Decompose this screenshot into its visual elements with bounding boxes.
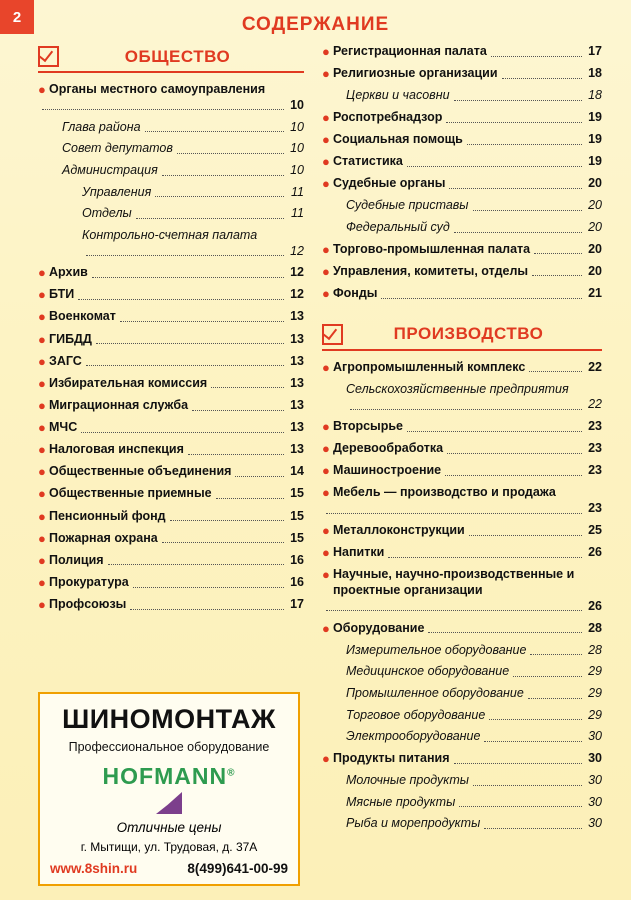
toc-page: 30	[588, 773, 602, 787]
toc-page: 10	[290, 97, 304, 112]
leader-dots	[155, 195, 284, 197]
toc-label: Напитки	[333, 545, 385, 560]
leader-dots	[177, 152, 284, 154]
bullet-icon: ●	[38, 353, 46, 369]
toc-list-society-continued	[322, 44, 602, 302]
toc-page: 16	[290, 574, 304, 589]
bullet-icon: ●	[38, 82, 46, 97]
leader-dots	[459, 805, 582, 807]
toc-entry[interactable]	[38, 354, 304, 370]
toc-entry[interactable]	[38, 376, 304, 392]
toc-label: Торговое оборудование	[346, 707, 486, 722]
leader-dots	[388, 556, 582, 558]
toc-entry[interactable]	[322, 360, 602, 376]
bullet-icon: ●	[322, 418, 330, 434]
leader-dots	[350, 408, 582, 410]
toc-entry[interactable]	[322, 198, 602, 214]
toc-page: 14	[290, 464, 304, 479]
toc-label: Общественные объединения	[49, 464, 232, 479]
bullet-icon: ●	[322, 263, 330, 279]
leader-dots	[473, 784, 582, 786]
toc-label: ГИБДД	[49, 331, 92, 346]
bullet-icon: ●	[322, 66, 330, 82]
ad-brand-logo	[103, 763, 236, 790]
leader-dots	[447, 452, 582, 454]
toc-entry[interactable]	[322, 567, 602, 614]
ad-brand-mark: ®	[227, 767, 236, 779]
toc-entry[interactable]	[38, 575, 304, 591]
toc-label: Торгово-промышленная палата	[333, 241, 531, 256]
ad-contacts	[48, 861, 290, 876]
bullet-icon: ●	[322, 485, 330, 501]
toc-entry[interactable]	[38, 486, 304, 502]
toc-page: 15	[290, 508, 304, 523]
leader-dots	[42, 108, 284, 110]
leader-dots	[449, 187, 582, 189]
toc-list-society	[38, 82, 304, 613]
toc-label: Мясные продукты	[346, 794, 456, 809]
toc-label: Социальная помощь	[333, 132, 463, 146]
toc-page: 13	[290, 331, 304, 346]
bullet-icon: ●	[322, 463, 330, 479]
toc-label: Судебные органы	[333, 176, 446, 191]
toc-page: 15	[290, 530, 304, 545]
leader-dots	[428, 631, 582, 633]
ad-website-link[interactable]: www.8shin.ru	[50, 861, 138, 876]
toc-label: Молочные продукты	[346, 773, 469, 787]
toc-label: Избирательная комиссия	[49, 375, 208, 390]
toc-label: Общественные приемные	[49, 486, 212, 501]
toc-entry[interactable]	[322, 463, 602, 479]
toc-columns	[38, 44, 617, 892]
toc-label: Налоговая инспекция	[49, 442, 184, 457]
toc-entry[interactable]	[38, 332, 304, 348]
bullet-icon: ●	[38, 464, 46, 480]
toc-page: 28	[588, 620, 602, 635]
bullet-icon: ●	[322, 285, 330, 301]
bullet-icon: ●	[38, 574, 46, 590]
toc-entry[interactable]	[38, 287, 304, 303]
leader-dots	[532, 274, 582, 276]
toc-label: Управления, комитеты, отделы	[333, 263, 529, 278]
leader-dots	[120, 320, 284, 322]
toc-page: 19	[588, 132, 602, 146]
toc-page: 29	[588, 664, 602, 679]
toc-label: Администрация	[62, 163, 158, 177]
leader-dots	[534, 252, 582, 254]
bullet-icon: ●	[322, 441, 330, 456]
leader-dots	[86, 254, 284, 256]
toc-page: 21	[588, 285, 602, 300]
toc-entry[interactable]	[322, 751, 602, 767]
toc-page: 13	[290, 375, 304, 390]
toc-label: Военкомат	[49, 309, 116, 324]
toc-entry[interactable]	[322, 621, 602, 637]
leader-dots	[454, 762, 583, 764]
leader-dots	[484, 827, 582, 829]
bullet-icon: ●	[322, 523, 330, 538]
toc-page: 13	[290, 309, 304, 324]
section-title-society: ОБЩЕСТВО	[124, 46, 231, 66]
leader-dots	[484, 740, 582, 742]
toc-entry[interactable]	[322, 154, 602, 170]
toc-entry[interactable]	[38, 509, 304, 525]
leader-dots	[145, 130, 284, 132]
toc-label: Металлоконструкции	[333, 523, 465, 537]
leader-dots	[445, 474, 582, 476]
section-divider	[322, 349, 602, 351]
toc-page: 29	[588, 707, 602, 722]
leader-dots	[467, 143, 582, 145]
toc-label: Религиозные организации	[333, 66, 498, 81]
ad-brand-name: HOFMANN	[102, 763, 228, 789]
toc-label: Управления	[82, 184, 152, 199]
toc-entry[interactable]	[322, 132, 602, 148]
toc-label: Мебель — производство и продажа	[333, 485, 556, 500]
leader-dots	[381, 297, 582, 299]
page-number: 2	[0, 0, 34, 34]
toc-label: Агропромышленный комплекс	[333, 359, 526, 374]
toc-page: 25	[588, 523, 602, 537]
toc-page: 23	[588, 500, 602, 515]
toc-entry[interactable]	[322, 382, 602, 413]
leader-dots	[192, 409, 284, 411]
toc-page: 26	[588, 598, 602, 613]
toc-label: Деревообработка	[333, 441, 444, 455]
toc-page: 23	[588, 463, 602, 478]
bullet-icon: ●	[38, 420, 46, 435]
toc-page: 10	[290, 119, 304, 134]
toc-page: 13	[290, 420, 304, 434]
leader-dots	[407, 165, 582, 167]
toc-label: Миграционная служба	[49, 397, 189, 412]
toc-entry[interactable]	[322, 708, 602, 724]
toc-label: Рыба и морепродукты	[346, 816, 481, 831]
toc-entry[interactable]	[322, 264, 602, 280]
toc-entry[interactable]	[322, 242, 602, 258]
toc-label: Контрольно-счетная палата	[82, 227, 258, 242]
toc-page: 26	[588, 545, 602, 560]
leader-dots	[78, 298, 284, 300]
ad-title: ШИНОМОНТАЖ	[62, 704, 276, 734]
toc-column-right	[322, 44, 602, 892]
leader-dots	[529, 370, 582, 372]
toc-page: 28	[588, 642, 602, 657]
toc-entry[interactable]	[322, 643, 602, 659]
bullet-icon: ●	[322, 44, 330, 59]
toc-page: 15	[290, 486, 304, 501]
toc-label: Церкви и часовни	[346, 88, 450, 103]
leader-dots	[211, 386, 284, 388]
toc-page: 30	[588, 750, 602, 765]
toc-label: Федеральный суд	[346, 220, 450, 234]
toc-label: Полиция	[49, 552, 104, 567]
toc-page: 30	[588, 729, 602, 744]
bullet-icon: ●	[38, 287, 46, 303]
toc-entry[interactable]	[38, 265, 304, 281]
toc-label: Вторсырье	[333, 418, 403, 433]
leader-dots	[162, 541, 284, 543]
ad-subtitle: Профессиональное оборудование	[68, 740, 270, 754]
leader-dots	[530, 653, 582, 655]
toc-entry[interactable]	[38, 309, 304, 325]
toc-page: 29	[588, 686, 602, 700]
section-divider	[38, 71, 304, 73]
toc-label: Пенсионный фонд	[49, 508, 166, 523]
toc-page: 17	[290, 597, 304, 611]
toc-entry[interactable]	[38, 206, 304, 222]
toc-entry[interactable]	[38, 141, 304, 157]
checkbox-checked-icon	[38, 46, 59, 67]
bullet-icon: ●	[38, 486, 46, 502]
section-header-production	[322, 324, 602, 345]
leader-dots	[489, 718, 582, 720]
toc-list-production	[322, 360, 602, 832]
leader-dots	[133, 586, 284, 588]
toc-entry[interactable]	[38, 163, 304, 179]
toc-label: ЗАГС	[49, 353, 82, 368]
bullet-icon: ●	[38, 397, 46, 413]
toc-page: 22	[588, 397, 602, 412]
leader-dots	[491, 55, 582, 57]
toc-label: Статистика	[333, 154, 403, 169]
toc-entry[interactable]	[38, 420, 304, 436]
leader-dots	[513, 675, 582, 677]
toc-page: 11	[291, 206, 304, 221]
toc-label: БТИ	[49, 287, 75, 302]
toc-entry[interactable]	[322, 110, 602, 126]
toc-entry[interactable]	[322, 795, 602, 811]
leader-dots	[473, 209, 582, 211]
checkbox-checked-icon	[322, 324, 343, 345]
toc-entry[interactable]	[322, 485, 602, 516]
toc-entry[interactable]	[322, 66, 602, 82]
hofmann-logo-icon	[156, 792, 182, 814]
leader-dots	[454, 99, 582, 101]
leader-dots	[136, 217, 284, 219]
bullet-icon: ●	[322, 620, 330, 636]
toc-label: Регистрационная палата	[333, 44, 487, 58]
toc-page: 17	[588, 44, 602, 58]
toc-entry[interactable]	[322, 664, 602, 680]
toc-entry[interactable]	[38, 597, 304, 613]
toc-page: 20	[588, 176, 602, 191]
toc-label: Роспотребнадзор	[333, 109, 443, 124]
toc-label: Прокуратура	[49, 574, 129, 589]
toc-page: 18	[588, 66, 602, 81]
toc-entry[interactable]	[38, 228, 304, 259]
toc-entry[interactable]	[38, 82, 304, 113]
leader-dots	[469, 534, 582, 536]
bullet-icon: ●	[38, 265, 46, 281]
toc-entry[interactable]	[322, 220, 602, 236]
toc-entry[interactable]	[322, 286, 602, 302]
leader-dots	[86, 364, 284, 366]
bullet-icon: ●	[38, 331, 46, 347]
toc-page: 12	[290, 287, 304, 302]
ad-tagline: Отличные цены	[116, 820, 222, 835]
toc-page: 23	[588, 441, 602, 455]
leader-dots	[502, 77, 582, 79]
leader-dots	[96, 342, 284, 344]
toc-label: Архив	[49, 265, 88, 280]
toc-page: 23	[588, 418, 602, 433]
toc-page: 10	[290, 163, 304, 177]
bullet-icon: ●	[322, 154, 330, 170]
toc-entry[interactable]	[322, 441, 602, 457]
toc-label: Пожарная охрана	[49, 530, 158, 545]
toc-label: Судебные приставы	[346, 198, 469, 213]
leader-dots	[454, 231, 582, 233]
advertisement-block[interactable]	[38, 692, 300, 886]
toc-label: Профсоюзы	[49, 597, 127, 611]
toc-page: 13	[290, 353, 304, 368]
toc-label: Органы местного самоуправления	[49, 82, 266, 96]
toc-label: Фонды	[333, 285, 378, 300]
toc-label: Научные, научно-производственные и проектные организации	[333, 567, 575, 597]
toc-entry[interactable]	[322, 729, 602, 745]
toc-entry[interactable]	[38, 442, 304, 458]
toc-label: Медицинское оборудование	[346, 664, 510, 679]
bullet-icon: ●	[322, 241, 330, 257]
toc-entry[interactable]	[322, 545, 602, 561]
bullet-icon: ●	[322, 109, 330, 125]
toc-page: 19	[588, 154, 602, 169]
toc-page: 20	[588, 263, 602, 278]
toc-label: Продукты питания	[333, 750, 450, 765]
toc-page: 30	[588, 816, 602, 831]
toc-page: 11	[291, 184, 304, 199]
toc-entry[interactable]	[38, 120, 304, 136]
toc-entry[interactable]	[322, 88, 602, 104]
leader-dots	[170, 519, 284, 521]
leader-dots	[407, 430, 582, 432]
toc-page: 16	[290, 552, 304, 567]
toc-label: Сельскохозяйственные предприятия	[346, 381, 569, 396]
page-title: СОДЕРЖАНИЕ	[241, 14, 390, 35]
leader-dots	[326, 609, 582, 611]
leader-dots	[188, 453, 284, 455]
leader-dots	[162, 174, 284, 176]
toc-label: Глава района	[62, 119, 141, 134]
leader-dots	[81, 431, 284, 433]
leader-dots	[92, 276, 284, 278]
bullet-icon: ●	[38, 442, 46, 458]
leader-dots	[326, 512, 582, 514]
toc-page: 19	[588, 109, 602, 124]
toc-entry[interactable]	[322, 816, 602, 832]
bullet-icon: ●	[322, 545, 330, 561]
bullet-icon: ●	[322, 359, 330, 375]
toc-label: Машиностроение	[333, 463, 442, 478]
toc-entry[interactable]	[38, 185, 304, 201]
toc-label: Отделы	[82, 206, 132, 221]
bullet-icon: ●	[38, 530, 46, 546]
section-header-society	[38, 46, 304, 67]
ad-phone-number[interactable]: 8(499)641-00-99	[187, 861, 288, 876]
section-title-production: ПРОИЗВОДСТВО	[393, 324, 544, 343]
bullet-icon: ●	[322, 132, 330, 147]
bullet-icon: ●	[322, 176, 330, 192]
toc-label: Оборудование	[333, 620, 425, 635]
toc-page: 13	[290, 442, 304, 457]
bullet-icon: ●	[38, 597, 46, 612]
toc-page: 20	[588, 220, 602, 234]
toc-entry[interactable]	[38, 464, 304, 480]
toc-entry[interactable]	[322, 686, 602, 702]
toc-page: 12	[290, 243, 304, 258]
toc-page: 13	[290, 397, 304, 412]
toc-entry[interactable]	[322, 176, 602, 192]
bullet-icon: ●	[38, 375, 46, 391]
toc-label: Промышленное оборудование	[346, 686, 524, 700]
toc-entry[interactable]	[38, 398, 304, 414]
toc-label: Электрооборудование	[346, 729, 481, 744]
toc-label: Совет депутатов	[62, 141, 173, 156]
leader-dots	[528, 697, 582, 699]
toc-page: 10	[290, 141, 304, 156]
toc-entry[interactable]	[322, 523, 602, 539]
bullet-icon: ●	[38, 552, 46, 568]
toc-entry[interactable]	[38, 553, 304, 569]
toc-page: 22	[588, 359, 602, 374]
toc-entry[interactable]	[38, 531, 304, 547]
toc-column-left	[38, 44, 304, 892]
toc-page: 18	[588, 88, 602, 103]
toc-label: МЧС	[49, 420, 78, 434]
leader-dots	[108, 563, 284, 565]
toc-label: Измерительное оборудование	[346, 642, 527, 657]
toc-entry[interactable]	[322, 44, 602, 60]
ad-address: г. Мытищи, ул. Трудовая, д. 37А	[80, 840, 258, 854]
bullet-icon: ●	[38, 309, 46, 325]
toc-page: 20	[588, 241, 602, 256]
toc-page: 30	[588, 794, 602, 809]
bullet-icon: ●	[322, 750, 330, 766]
toc-page: 20	[588, 198, 602, 213]
leader-dots	[446, 121, 582, 123]
toc-page: 12	[290, 265, 304, 280]
toc-entry[interactable]	[322, 773, 602, 789]
bullet-icon: ●	[38, 508, 46, 524]
leader-dots	[235, 475, 284, 477]
leader-dots	[130, 608, 284, 610]
bullet-icon: ●	[322, 567, 330, 583]
leader-dots	[216, 497, 284, 499]
toc-entry[interactable]	[322, 419, 602, 435]
